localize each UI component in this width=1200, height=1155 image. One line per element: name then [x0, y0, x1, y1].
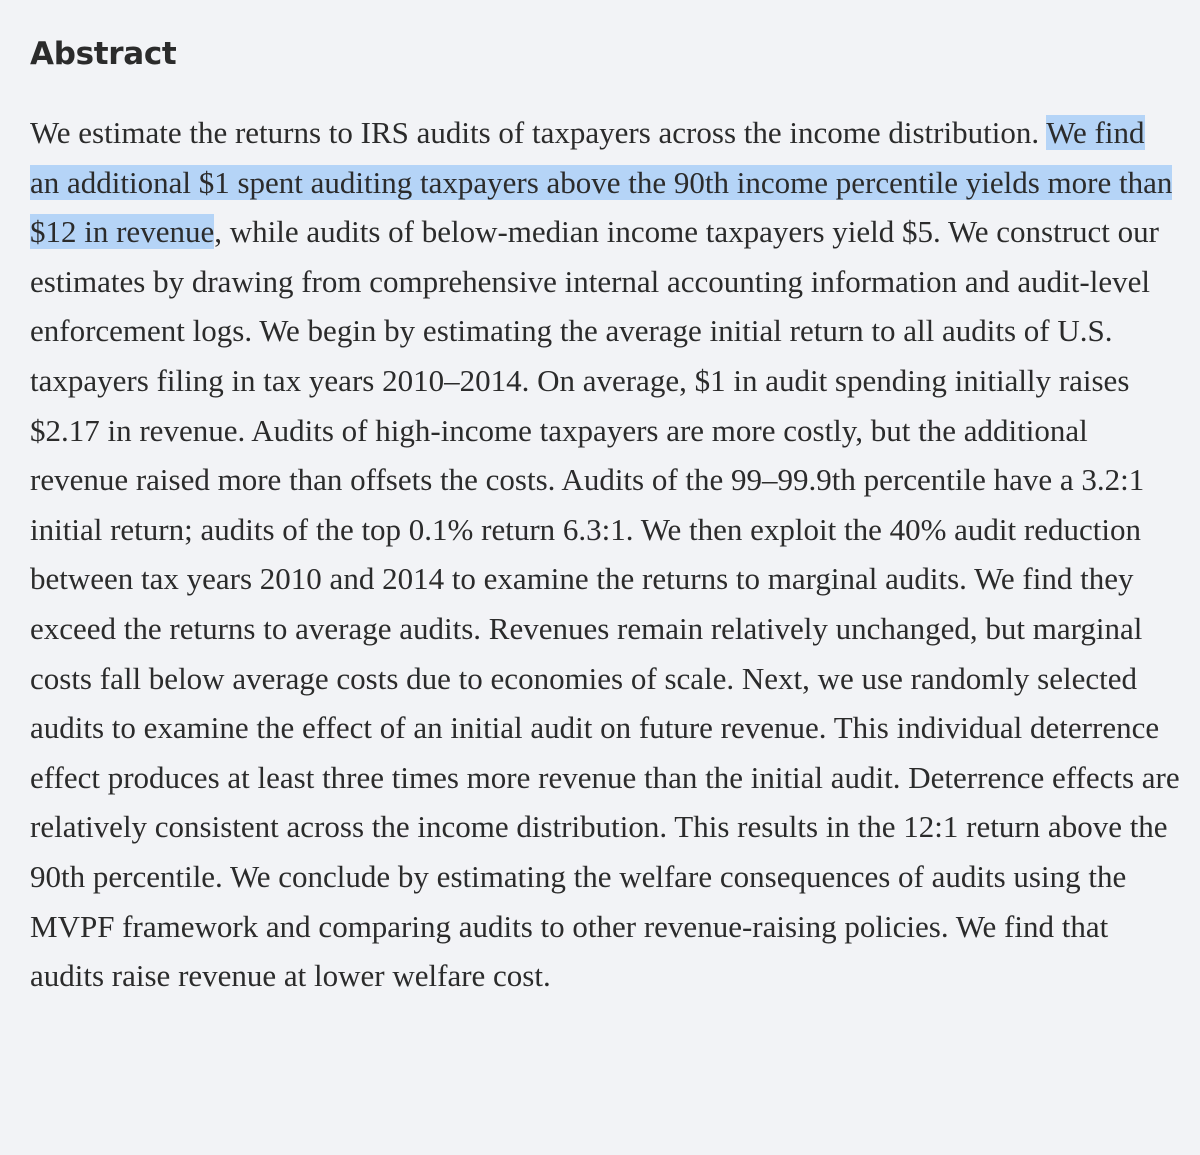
abstract-text-before-highlight: We estimate the returns to IRS audits of taxpayers across the income distribution.	[30, 115, 1047, 150]
selected-text-highlight[interactable]: We find an additional $1 spent auditing taxpayers above the 90th income percentile yields more than $12 in revenue	[30, 115, 1173, 250]
abstract-text-after-highlight: , while audits of below-median income taxpayers yield $5. We construct our estimates by drawing from comprehensive internal accounting information and audit-level enforcement logs. We begin by estimating the average initial return to all audits of U.S. taxpayers filing in tax years 2010–2014. On average, $1 in audit spending initially raises $2.17 in revenue. Audits of high-income taxpayers are more costly, but the additional revenue raised more than offsets the costs. Audits of the 99–99.9th percentile have a 3.2:1 initial return; audits of the top 0.1% return 6.3:1. We then exploit the 40% audit reduction between tax years 2010 and 2014 to examine the returns to marginal audits. We find they exceed the returns to average audits. Revenues remain relatively unchanged, but marginal costs fall below average costs due to economies of scale. Next, we use randomly selected audits to examine the effect of an initial audit on future revenue. This individual deterrence effect produces at least three times more revenue than the initial audit. Deterrence effects are relatively consistent across the income distribution. This results in the 12:1 return above the 90th percentile. We conclude by estimating the welfare consequences of audits using the MVPF framework and comparing audits to other revenue-raising policies. We find that audits raise revenue at lower welfare cost.	[30, 214, 1180, 994]
abstract-heading: Abstract	[30, 36, 177, 72]
abstract-body[interactable]	[30, 108, 1180, 1001]
